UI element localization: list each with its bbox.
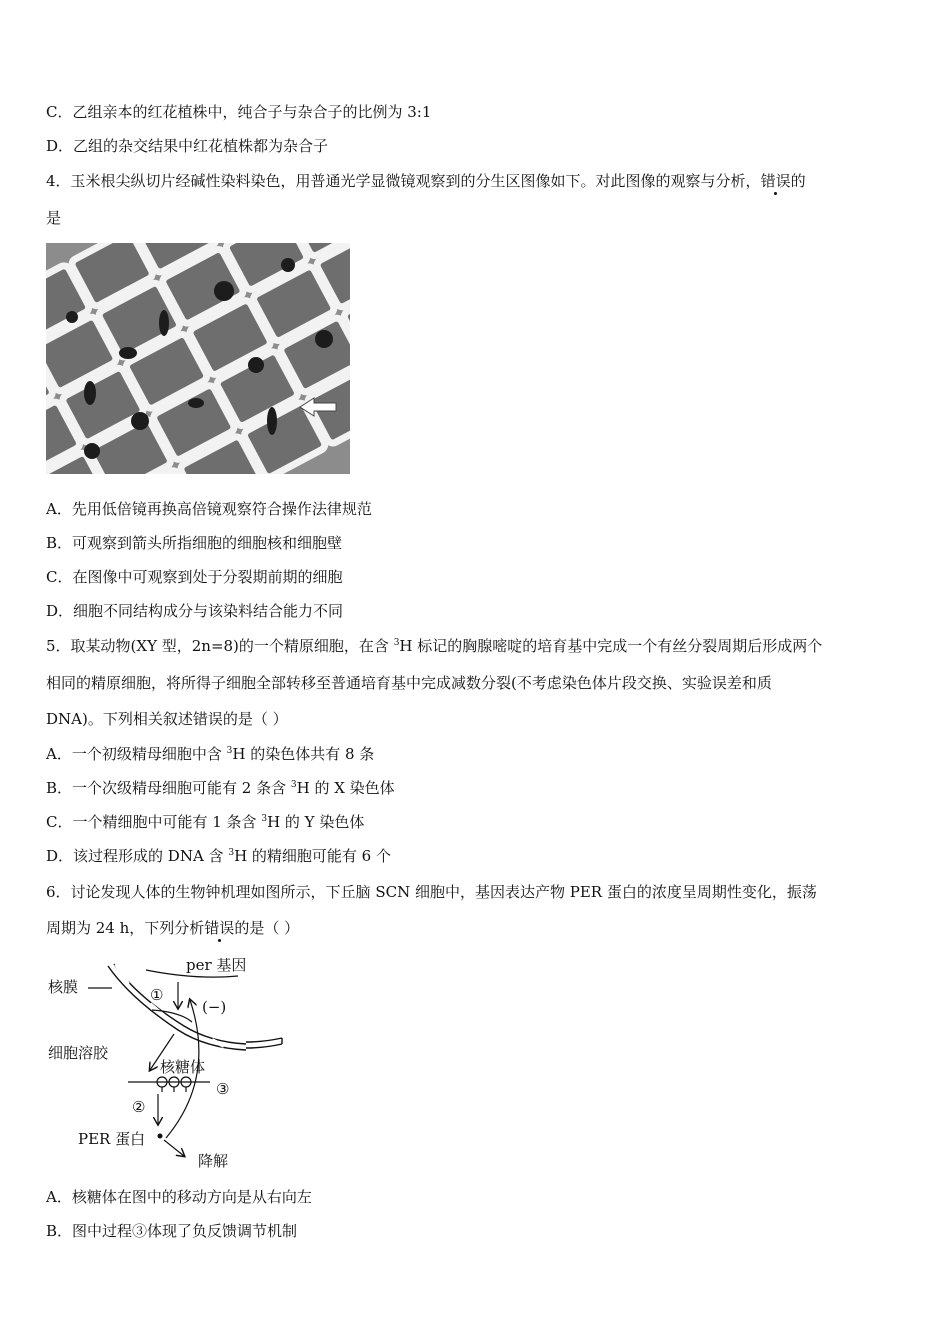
q5a-superscript: 3 bbox=[226, 746, 233, 756]
option-q3-d: D．乙组的杂交结果中红花植株都为杂合子 bbox=[46, 137, 329, 155]
q5a-text-2: H 的染色体共有 8 条 bbox=[232, 745, 375, 763]
circadian-diagram bbox=[46, 958, 306, 1174]
q5-superscript: 3 bbox=[393, 638, 400, 648]
option-q4-d: D．细胞不同结构成分与该染料结合能力不同 bbox=[46, 602, 344, 620]
label-nuclear-membrane: 核膜 bbox=[48, 978, 79, 996]
q5c-text-1: C．一个精细胞中可能有 1 条含 bbox=[46, 813, 262, 831]
label-inhibit: (−) bbox=[202, 998, 227, 1016]
q4-stem-text: 4．玉米根尖纵切片经碱性染料染色，用普通光学显微镜观察到的分生区图像如下。对此图像的观察与分析， bbox=[46, 172, 761, 190]
q5d-superscript: 3 bbox=[228, 848, 235, 858]
option-q4-c: C．在图像中可观察到处于分裂期前期的细胞 bbox=[46, 568, 343, 586]
q6-text-1: 周期为 24 h，下列分析 bbox=[46, 919, 205, 937]
question-5-stem-line-2: 相同的精原细胞，将所得子细胞全部转移至普通培育基中完成减数分裂(不考虑染色体片段交换、实验误差和质 bbox=[46, 674, 772, 692]
q6-text-2: 的是（ ） bbox=[234, 919, 300, 937]
label-step-1: ① bbox=[150, 986, 164, 1004]
q5a-text-1: A．一个初级精母细胞中含 bbox=[46, 745, 227, 763]
option-q5-d bbox=[46, 846, 906, 866]
label-ribosome: 核糖体 bbox=[160, 1058, 206, 1076]
q5b-text-1: B．一个次级精母细胞可能有 2 条含 bbox=[46, 779, 291, 797]
label-step-3: ③ bbox=[216, 1080, 230, 1098]
q5b-text-2: H 的 X 染色体 bbox=[296, 779, 395, 797]
q5c-text-2: H 的 Y 染色体 bbox=[267, 813, 365, 831]
option-q5-b bbox=[46, 778, 906, 798]
option-q5-c bbox=[46, 812, 906, 832]
microscope-image bbox=[46, 243, 350, 474]
question-5-stem bbox=[46, 636, 906, 656]
option-q6-b: B．图中过程③体现了负反馈调节机制 bbox=[46, 1222, 298, 1240]
option-q5-a bbox=[46, 744, 906, 764]
label-per-protein: PER 蛋白 bbox=[78, 1130, 146, 1148]
q4-emphasis: 错误 bbox=[760, 172, 791, 190]
option-q3-c: C．乙组亲本的红花植株中，纯合子与杂合子的比例为 3:1 bbox=[46, 103, 432, 121]
option-q4-a: A．先用低倍镜再换高倍镜观察符合操作法律规范 bbox=[46, 500, 372, 518]
question-6-stem: 6．讨论发现人体的生物钟机理如图所示，下丘脑 SCN 细胞中，基因表达产物 PER 蛋白的浓度呈周期性变化，振荡 bbox=[46, 883, 817, 901]
option-q4-b: B．可观察到箭头所指细胞的细胞核和细胞壁 bbox=[46, 534, 343, 552]
q5d-text-2: H 的精细胞可能有 6 个 bbox=[234, 847, 391, 865]
q5c-superscript: 3 bbox=[261, 814, 268, 824]
q4-stem-tail: 的 bbox=[790, 172, 806, 190]
q5b-superscript: 3 bbox=[290, 780, 297, 790]
q6-emphasis: 错误 bbox=[204, 919, 235, 937]
label-cytosol: 细胞溶胶 bbox=[48, 1044, 109, 1062]
question-4-stem-continued: 是 bbox=[46, 209, 62, 227]
label-degradation: 降解 bbox=[198, 1152, 229, 1170]
q5-text-1: 5．取某动物(XY 型，2n=8)的一个精原细胞，在含 bbox=[46, 637, 394, 655]
question-6-stem-line-2 bbox=[46, 918, 906, 938]
label-per-gene: per 基因 bbox=[186, 958, 247, 974]
option-q6-a: A．核糖体在图中的移动方向是从右向左 bbox=[46, 1188, 312, 1206]
q5d-text-1: D．该过程形成的 DNA 含 bbox=[46, 847, 229, 865]
q5-text-2: H 标记的胸腺嘧啶的培育基中完成一个有丝分裂周期后形成两个 bbox=[399, 637, 823, 655]
question-4-stem bbox=[46, 171, 906, 191]
question-5-stem-line-3: DNA)。下列相关叙述错误的是（ ） bbox=[46, 710, 288, 728]
label-step-2: ② bbox=[132, 1098, 146, 1116]
